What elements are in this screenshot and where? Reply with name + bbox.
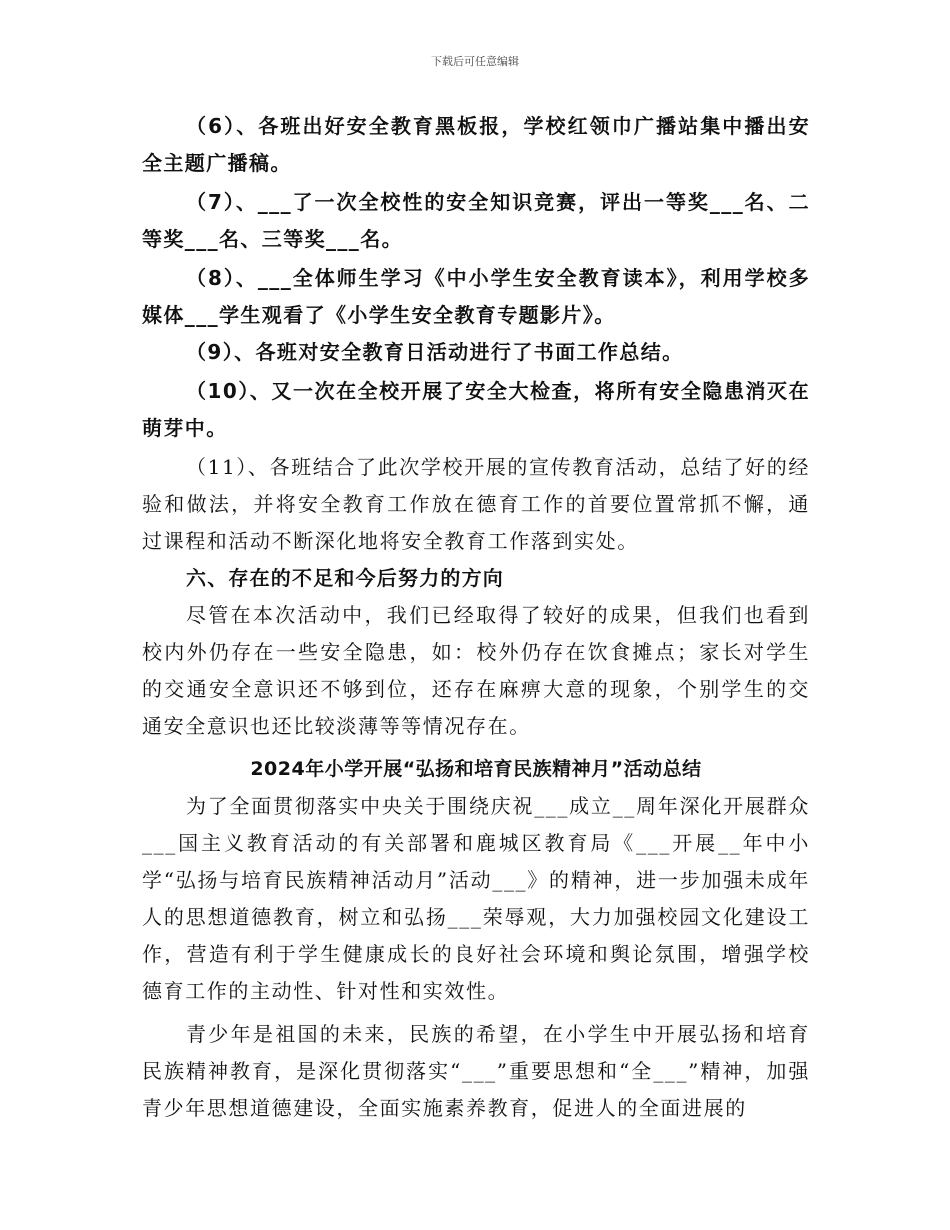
list-item-11: （11）、各班结合了此次学校开展的宣传教育活动，总结了好的经验和做法，并将安全教育工作放在德育工作的首要位置常抓不懈，通过课程和活动不断深化地将安全教育工作落到实处。 [142, 455, 810, 553]
header-note: 下载后可任意编辑 [431, 55, 519, 68]
list-item-7: （7）、___了一次全校性的安全知识竞赛，评出一等奖___名、二等奖___名、三等奖___名。 [142, 190, 810, 251]
document-body [142, 108, 810, 1127]
section-paragraph: 尽管在本次活动中，我们已经取得了较好的成果，但我们也看到校内外仍存在一些安全隐患，如：校外仍存在饮食摊点；家长对学生的交通安全意识还不够到位，还存在麻痹大意的现象，个别学生的交通安全意识也还比较淡薄等等情况存在。 [142, 603, 810, 738]
list-item-10: （10）、又一次在全校开展了安全大检查，将所有安全隐患消灭在萌芽中。 [142, 379, 810, 440]
body-paragraph-2: 青少年是祖国的未来，民族的希望，在小学生中开展弘扬和培育民族精神教育，是深化贯彻落实“___”重要思想和“全___”精神，加强青少年思想道德建设，全面实施素养教育，促进人的全面进展的 [142, 1022, 810, 1120]
body-paragraph-1: 为了全面贯彻落实中央关于围绕庆祝___成立__周年深化开展群众___国主义教育活动的有关部署和鹿城区教育局《___开展__年中小学“弘扬与培育民族精神活动月”活动___》的精神，进一步加强未成年人的思想道德教育，树立和弘扬___荣辱观，大力加强校园文化建设工作，营造有利于学生健康成长的良好社会环境和舆论氛围，增强学校德育工作的主动性、针对性和实效性。 [142, 794, 810, 1003]
document-title: 2024年小学开展“弘扬和培育民族精神月”活动总结 [250, 758, 702, 780]
list-item-9: （9）、各班对安全教育日活动进行了书面工作总结。 [186, 340, 684, 364]
list-item-6: （6）、各班出好安全教育黑板报，学校红领巾广播站集中播出安全主题广播稿。 [142, 114, 810, 175]
section-heading: 六、存在的不足和今后努力的方向 [186, 566, 504, 590]
list-item-8: （8）、___全体师生学习《中小学生安全教育读本》，利用学校多媒体___学生观看了《小学生安全教育专题影片》。 [142, 266, 810, 327]
